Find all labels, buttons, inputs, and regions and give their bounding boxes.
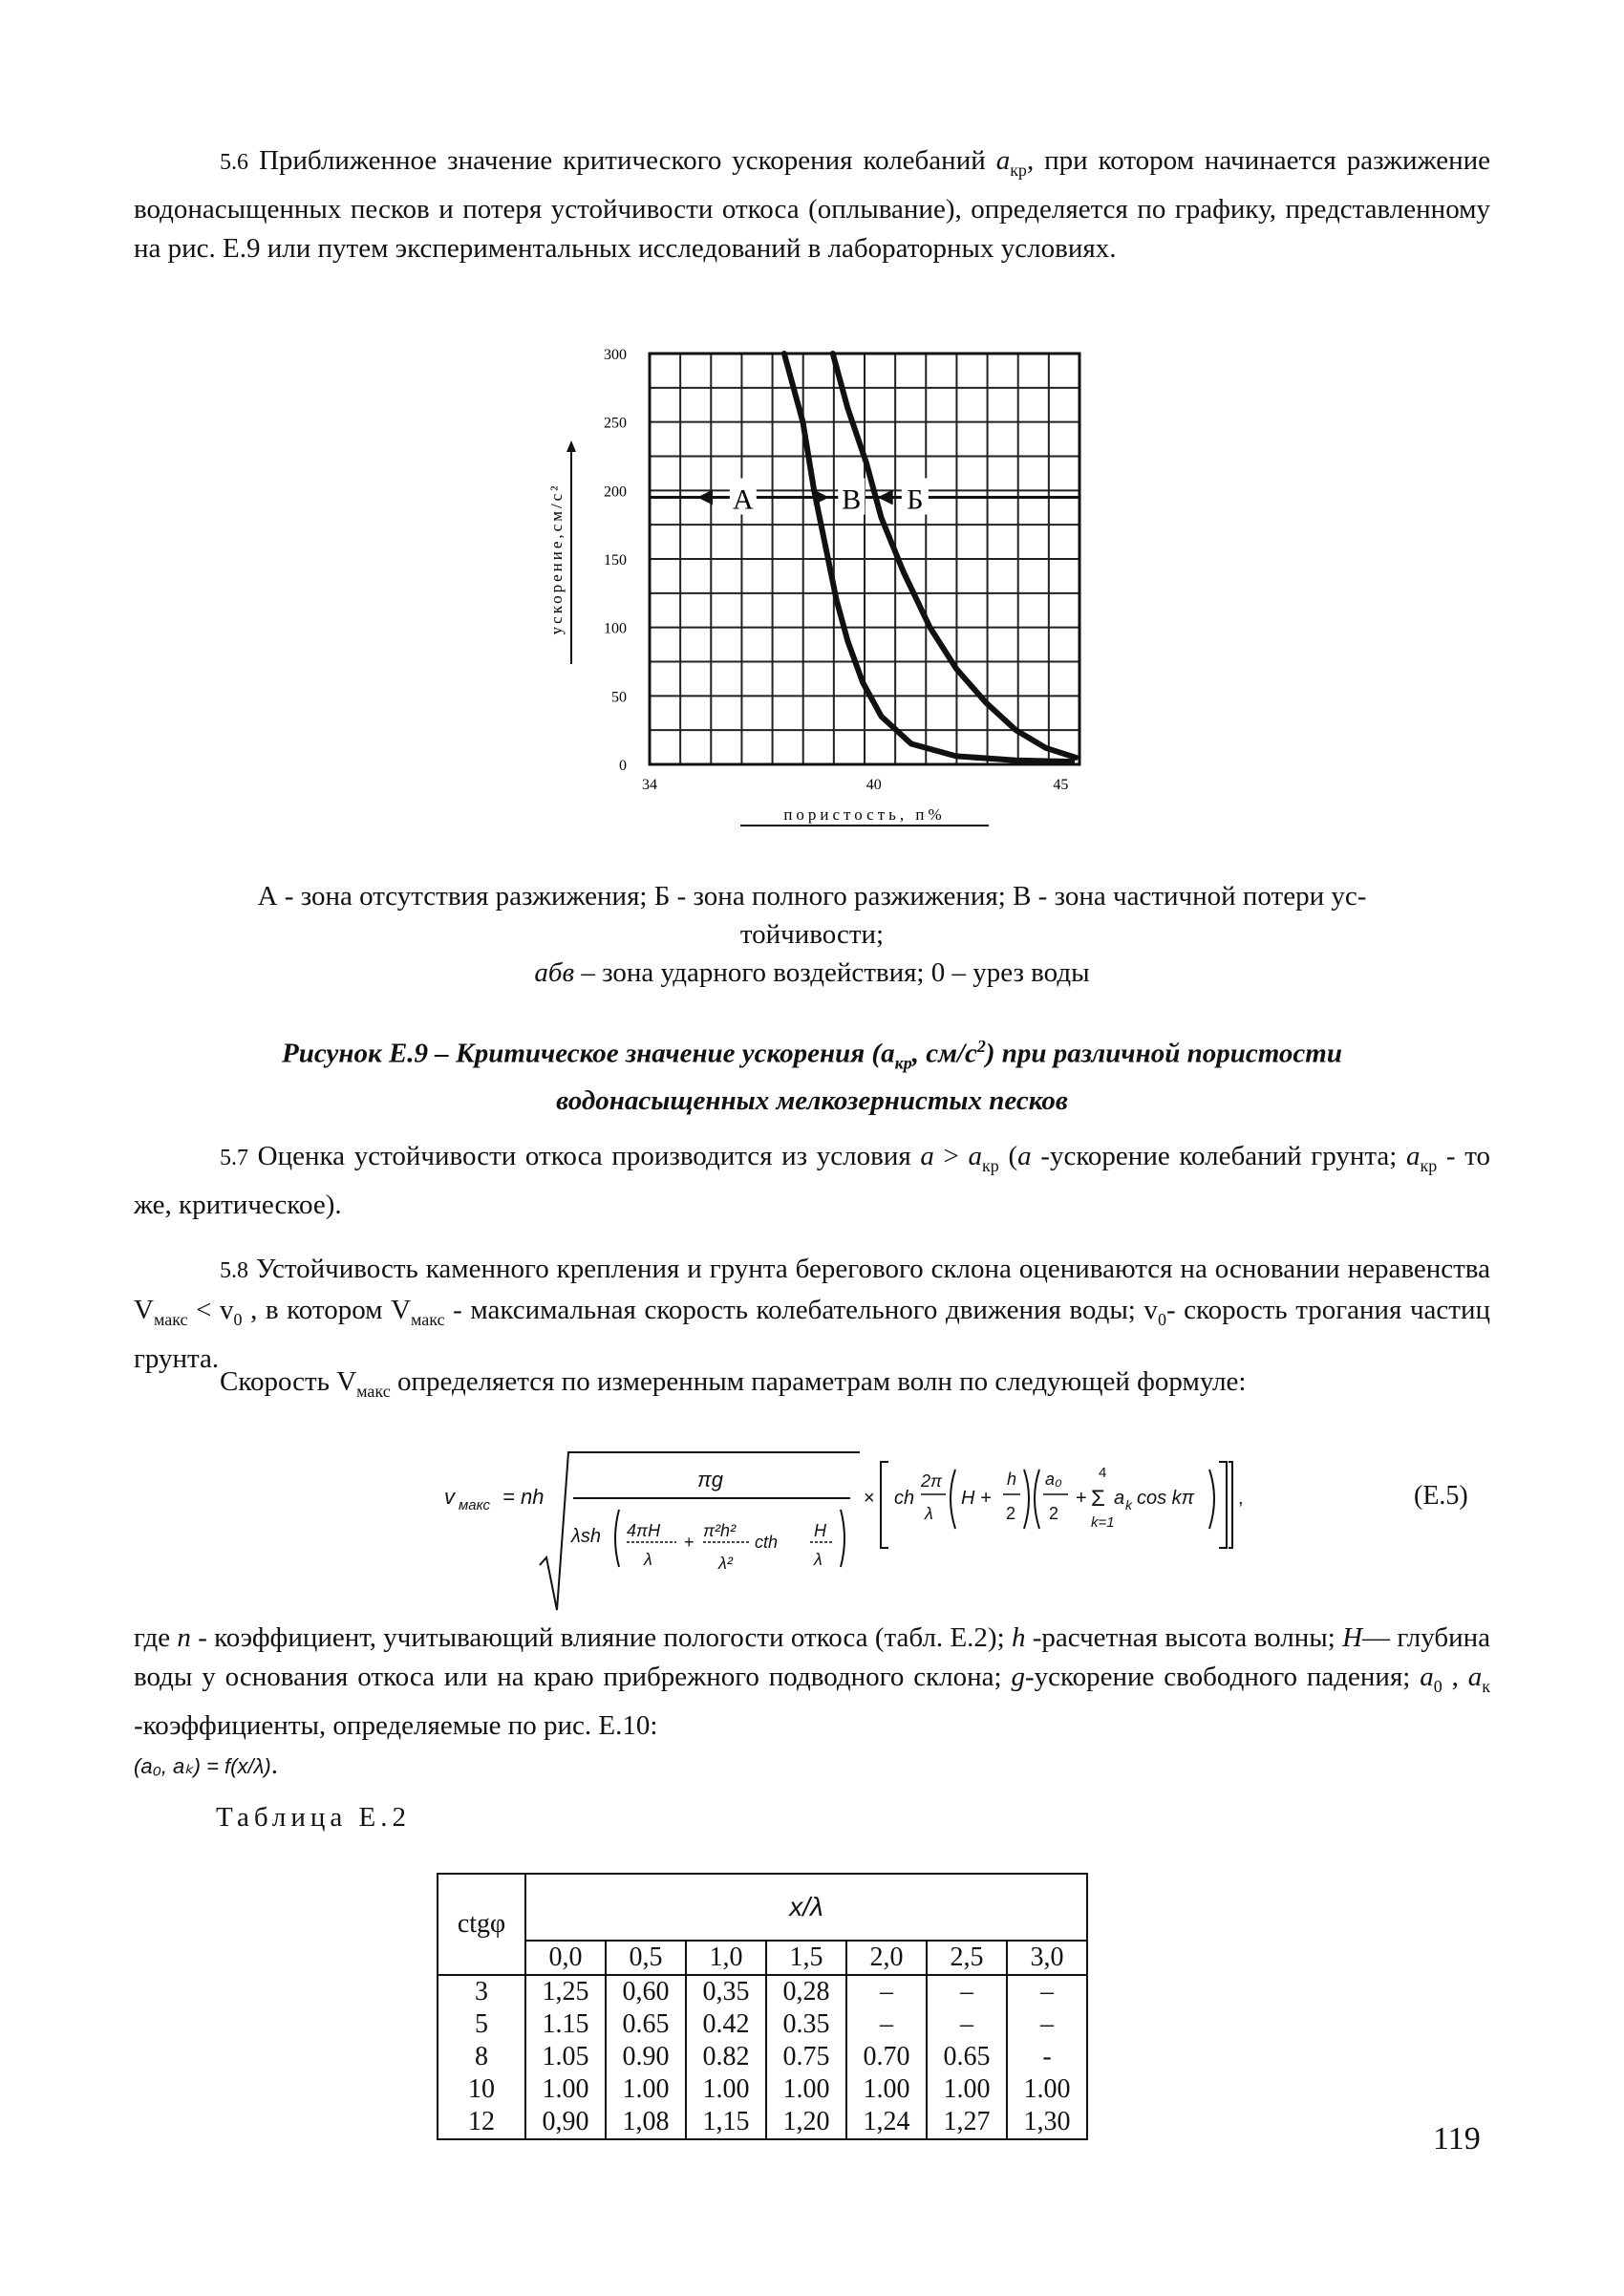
formula-lsh: λsh (571, 1526, 601, 1547)
table-cell: 0.65 (606, 2008, 686, 2041)
frac2-den: λ² (718, 1554, 733, 1573)
y-tick-label: 250 (604, 415, 627, 432)
frac1-num: 4πH (627, 1521, 661, 1540)
table-row (438, 2041, 1087, 2073)
paragraph-5-7: 5.7 Оценка устойчивости откоса производится из условия $а > а_{кр}$ (а -ускорение колебаний грунта; $а_{кр}$ - то же, критическое). (134, 1141, 1490, 1220)
y-tick-label: 100 (604, 620, 627, 637)
x-axis-label: пористость, п% (783, 805, 946, 824)
y-tick-label: 150 (604, 552, 627, 569)
paragraph-5-6: 5.6 Приближенное значение критического ускорения колебаний $а_{кр}$, при котором начинается разжижение водонасыщенных песков и потеря устойчивости откоса (оплывание), определяется по графику, представленному на рис. Е.9 или путем экспериментальных исследований в лабораторных условиях. (134, 145, 1490, 264)
y-tick-label: 50 (611, 689, 627, 706)
table-cell: 0,28 (766, 1975, 846, 2008)
table-cell: 1,30 (1007, 2106, 1087, 2139)
function-notation: (a₀, aₖ) = f(x/λ) (134, 1753, 271, 1778)
zone-label: Б (907, 483, 924, 516)
critical-curve-1 (784, 354, 1072, 762)
table-cell: 1.00 (927, 2073, 1007, 2106)
table-cell: - (1007, 2041, 1087, 2073)
formula-e5 (287, 1443, 1490, 1615)
right-bracket (1219, 1462, 1227, 1548)
paragraph-where: где n - коэффициент, учитывающий влияние пологости откоса (табл. Е.2); h -расчетная высота волны; H— глубина воды у основания откоса или на краю прибрежного подводного склона; g-ускорение свободного падения; $a_0$ , $a_к$ -коэффициенты, определяемые по рис. Е.10: (a₀, aₖ) = f(x/λ). (134, 1622, 1490, 1780)
table-cell: – (927, 1975, 1007, 2008)
table-cell: 0.35 (766, 2008, 846, 2041)
svg-text:k=1: k=1 (1091, 1514, 1115, 1531)
col-header: 2,5 (927, 1941, 1007, 1975)
table-cell: 0.70 (846, 2041, 927, 2073)
right-paren (841, 1510, 844, 1567)
table-cell: 0.82 (686, 2041, 766, 2073)
formula-times: × (864, 1488, 875, 1509)
paragraph-5-8: 5.8 Устойчивость каменного крепления и грунта берегового склона оцениваются на основании неравенства $V_{макс} < v_0$ , в котором $V_{макс}$ - максимальная скорость колебательного движения воды; $v_0-$ скорость трогания частиц грунта. (134, 1254, 1491, 1374)
zone-label: В (842, 483, 862, 516)
group-header-x-lambda: x/λ (525, 1874, 1087, 1941)
table-cell: 10 (438, 2073, 525, 2106)
col-header: 1,0 (686, 1941, 766, 1975)
svg-text:cos kπ: cos kπ (1137, 1488, 1195, 1509)
table-cell: 1.15 (525, 2008, 606, 2041)
table-cell: – (1007, 1975, 1087, 2008)
svg-text:2π: 2π (921, 1471, 943, 1491)
x-tick-label: 34 (642, 777, 657, 793)
table-cell: 3 (438, 1975, 525, 2008)
figure-title: Рисунок Е.9 – Критическое значение ускорения ($а_{кр}$, $см/с^2$) при различной пористости водонасыщенных мелкозернистых песков (282, 1037, 1342, 1117)
svg-text:4: 4 (1099, 1465, 1107, 1481)
page-number: 119 (1433, 2121, 1481, 2157)
table-row (438, 1975, 1087, 2008)
formula-lhs: v (444, 1485, 455, 1509)
left-paren (615, 1510, 619, 1567)
table-cell: 1.00 (686, 2073, 766, 2106)
table-cell: – (846, 2008, 927, 2041)
table-cell: 1,08 (606, 2106, 686, 2139)
y-tick-label: 300 (604, 347, 627, 363)
col-header: 2,0 (846, 1941, 927, 1975)
col-header: 1,5 (766, 1941, 846, 1975)
y-tick-label: 200 (604, 483, 627, 501)
y-axis-arrowhead (566, 440, 576, 452)
x-tick-label: 45 (1053, 777, 1069, 793)
table-title: Таблица Е.2 (216, 1802, 411, 1833)
table-cell: 0,35 (686, 1975, 766, 2008)
zone-label: А (732, 483, 754, 516)
svg-text:2: 2 (1006, 1504, 1016, 1523)
formula-eq: = nh (502, 1485, 545, 1509)
zone-arrowhead (697, 490, 713, 505)
svg-text:λ: λ (925, 1504, 933, 1523)
table-cell: 1,24 (846, 2106, 927, 2139)
table-row (438, 2106, 1087, 2139)
svg-text:+: + (684, 1533, 694, 1552)
frac2-num: π²h² (703, 1521, 737, 1540)
col-header-ctg: ctgφ (438, 1874, 525, 1975)
table-cell: 0.65 (927, 2041, 1007, 2073)
y-tick-label: 0 (619, 758, 627, 774)
table-cell: 1.05 (525, 2041, 606, 2073)
table-cell: 0.90 (606, 2041, 686, 2073)
formula-lhs-sub: макс (459, 1497, 491, 1513)
svg-text:a: a (1114, 1488, 1125, 1509)
table-cell: 1,27 (927, 2106, 1007, 2139)
formula-numerator: πg (697, 1468, 723, 1491)
table-cell: 0,90 (525, 2106, 606, 2139)
table-cell: 0.42 (686, 2008, 766, 2041)
frac3-den: λ (814, 1550, 823, 1569)
formula-cth: cth (755, 1533, 779, 1552)
left-bracket (881, 1462, 888, 1548)
col-header: 3,0 (1007, 1941, 1087, 1975)
table-row (438, 2008, 1087, 2041)
table-cell: 1.00 (766, 2073, 846, 2106)
formula-ch: ch (894, 1488, 915, 1509)
x-tick-label: 40 (865, 777, 882, 793)
y-axis-label: ускорение,см/с² (547, 483, 566, 635)
table-cell: 1,25 (525, 1975, 606, 2008)
svg-text:2: 2 (1049, 1504, 1059, 1523)
table-cell: 1.00 (525, 2073, 606, 2106)
table-row (438, 2073, 1087, 2106)
frac1-den: λ (644, 1550, 652, 1569)
col-header: 0,5 (606, 1941, 686, 1975)
paragraph-velocity: Скорость $V_{макс}$ определяется по измеренным параметрам волн по следующей формуле: (220, 1366, 1247, 1401)
table-cell: – (846, 1975, 927, 2008)
table-cell: – (927, 2008, 1007, 2041)
svg-text:k: k (1125, 1497, 1132, 1513)
table-cell: 5 (438, 2008, 525, 2041)
table-cell: 0,60 (606, 1975, 686, 2008)
svg-text:H +: H + (961, 1488, 992, 1509)
svg-text:a₀: a₀ (1045, 1470, 1062, 1489)
acceleration-porosity-chart (516, 344, 1108, 841)
svg-text:h: h (1007, 1470, 1017, 1489)
table-e2 (437, 1873, 1088, 2140)
table-cell: 0.75 (766, 2041, 846, 2073)
formula-label: (Е.5) (1414, 1481, 1468, 1511)
svg-text:+: + (1076, 1488, 1087, 1509)
figure-legend: А - зона отсутствия разжижения; Б - зона полного разжижения; В - зона частичной потери ус- тойчивости; абв – зона ударного воздействия; 0 – урез воды (257, 881, 1367, 988)
table-cell: 1,15 (686, 2106, 766, 2139)
svg-text:,: , (1238, 1488, 1244, 1509)
table-cell: 12 (438, 2106, 525, 2139)
table-cell: 1,20 (766, 2106, 846, 2139)
table-cell: 8 (438, 2041, 525, 2073)
table-cell: 1.00 (846, 2073, 927, 2106)
table-cell: – (1007, 2008, 1087, 2041)
table-cell: 1.00 (1007, 2073, 1087, 2106)
col-header: 0,0 (525, 1941, 606, 1975)
frac3-num: H (814, 1521, 826, 1540)
sum-sign: Σ (1091, 1486, 1105, 1512)
table-cell: 1.00 (606, 2073, 686, 2106)
